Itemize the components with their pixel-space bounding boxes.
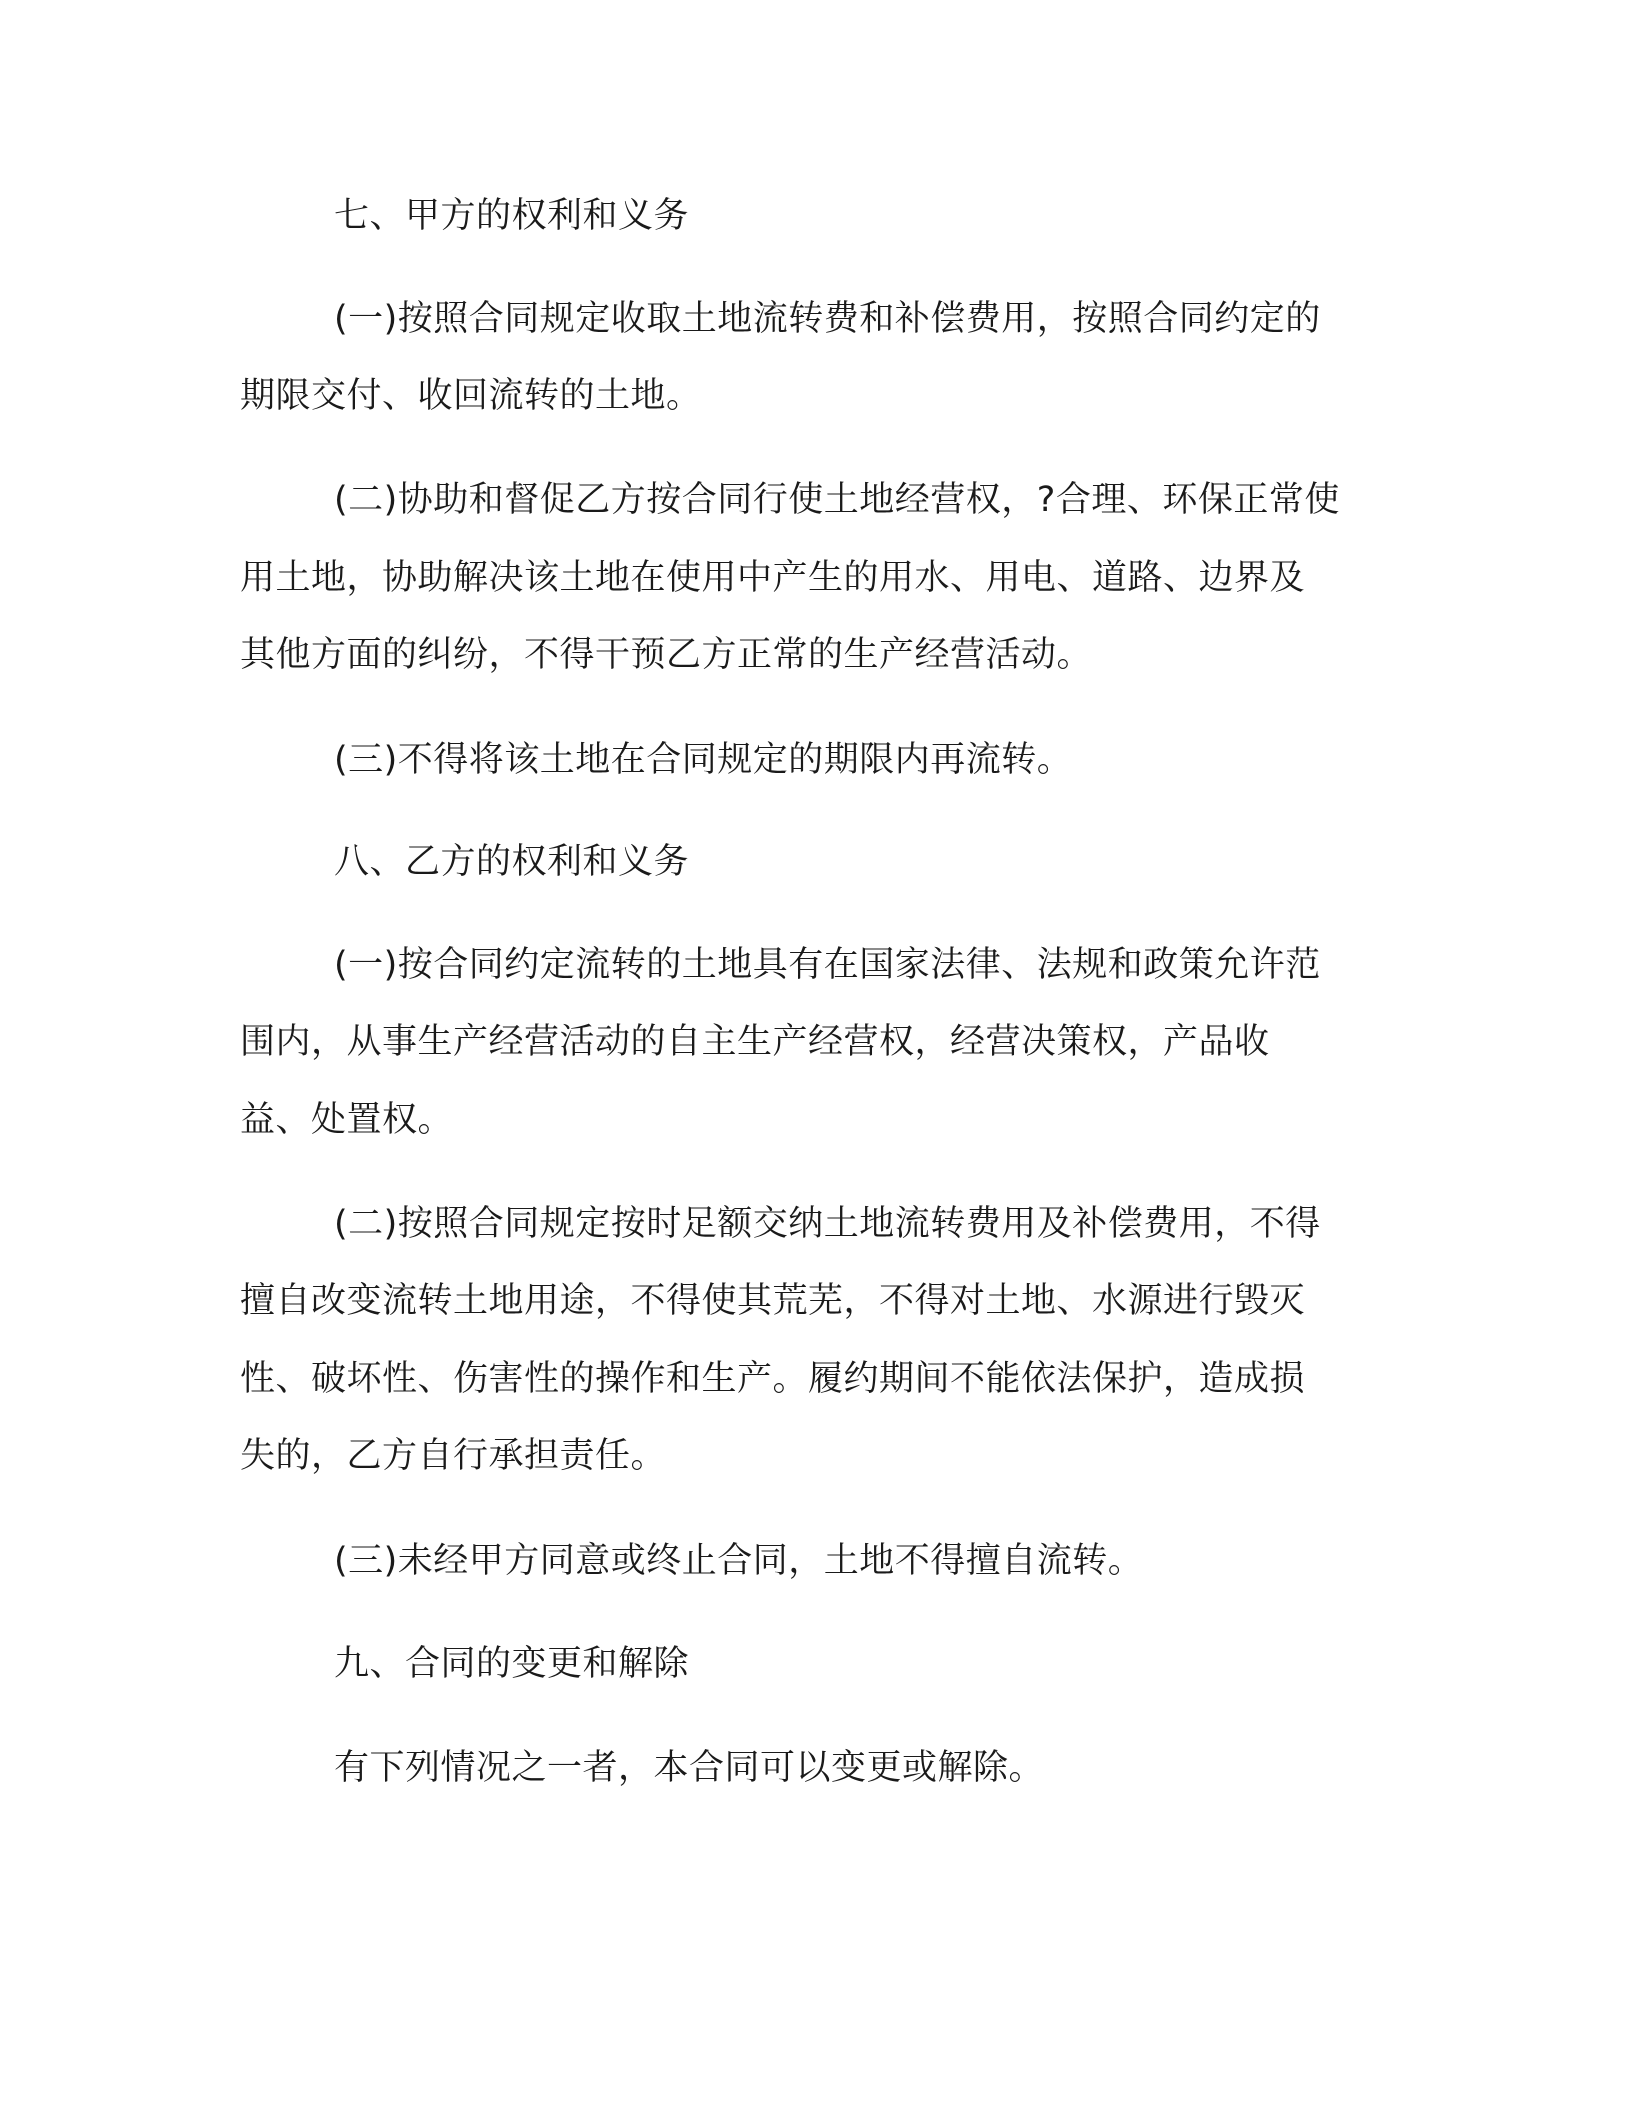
section-9-heading: 九、合同的变更和解除 — [334, 1644, 690, 1684]
section-7-item-1-line-2: 期限交付、收回流转的土地。 — [240, 376, 702, 416]
section-7-heading: 七、甲方的权利和义务 — [334, 196, 690, 236]
section-8-item-2-line-2: 擅自改变流转土地用途，不得使其荒芜，不得对土地、水源进行毁灭 — [240, 1281, 1306, 1321]
section-8-item-2-line-3: 性、破坏性、伤害性的操作和生产。履约期间不能依法保护，造成损 — [240, 1359, 1306, 1399]
section-7-item-1-line-1: (一)按照合同规定收取土地流转费和补偿费用，按照合同约定的 — [334, 299, 1321, 339]
section-8-item-2-line-1: (二)按照合同规定按时足额交纳土地流转费用及补偿费用，不得 — [334, 1204, 1321, 1244]
section-8-item-1-line-1: (一)按合同约定流转的土地具有在国家法律、法规和政策允许范 — [334, 945, 1321, 985]
section-8-heading: 八、乙方的权利和义务 — [334, 842, 690, 882]
section-8-item-2-line-4: 失的，乙方自行承担责任。 — [240, 1436, 667, 1476]
section-8-item-1-line-2: 围内，从事生产经营活动的自主生产经营权，经营决策权，产品收 — [240, 1022, 1270, 1062]
section-7-item-2-line-2: 用土地，协助解决该土地在使用中产生的用水、用电、道路、边界及 — [240, 558, 1306, 598]
section-9-intro-line-1: 有下列情况之一者，本合同可以变更或解除。 — [334, 1748, 1045, 1788]
section-7-item-2-line-3: 其他方面的纠纷，不得干预乙方正常的生产经营活动。 — [240, 635, 1093, 675]
section-7-item-3-line-1: (三)不得将该土地在合同规定的期限内再流转。 — [334, 740, 1073, 780]
section-8-item-1-line-3: 益、处置权。 — [240, 1100, 454, 1140]
section-7-item-2-line-1: (二)协助和督促乙方按合同行使土地经营权，?合理、环保正常使 — [334, 480, 1340, 520]
section-8-item-3-line-1: (三)未经甲方同意或终止合同，土地不得擅自流转。 — [334, 1541, 1144, 1581]
